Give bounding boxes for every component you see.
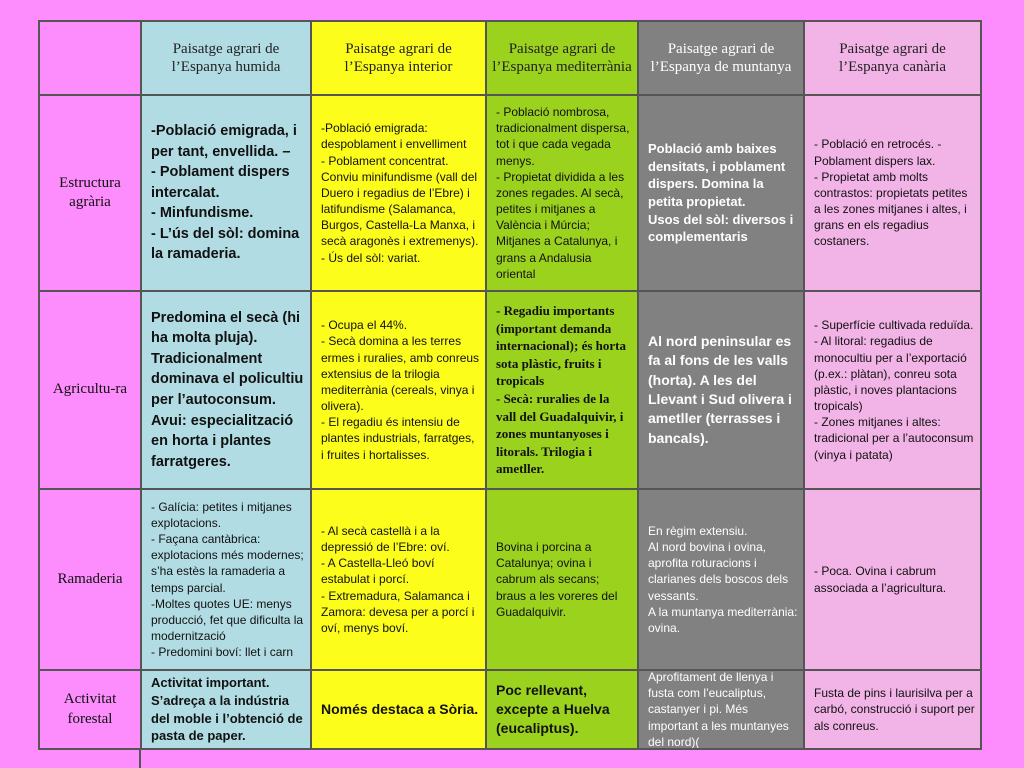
cell-ramaderia-canaria: - Poca. Ovina i cabrum associada a l’agricultura. (805, 490, 982, 671)
cell-forestal-muntanya: Aprofitament de llenya i fusta com l’eucaliptus, castanyer i pi. Més important a les muntanyes del nord)( (639, 671, 805, 750)
row-label-agricultura: Agricultu-ra (40, 292, 142, 490)
cell-ramaderia-mediterrania: Bovina i porcina a Catalunya; ovina i cabrum als secans; braus a les voreres del Guadalquivir. (487, 490, 639, 671)
cell-agricultura-canaria: - Superfície cultivada reduïda. - Al litoral: regadius de monocultiu per a l’exportació (p.ex.: plàtan), conreu sota plàstic, i noves plantacions tropicals) - Zones mitjanes i altes: tradicional per a l’autoconsum (vinya i patata) (805, 292, 982, 490)
cell-agricultura-muntanya: Al nord peninsular es fa al fons de les valls (horta). A les del Llevant i Sud olivera i ametller (terrasses i bancals). (639, 292, 805, 490)
row-label-estructura: Estructura agrària (40, 96, 142, 292)
cell-estructura-interior: -Població emigrada: despoblament i envelliment - Poblament concentrat. Conviu minifundisme (vall del Duero i regadius de l’Ebre) i latifundisme (Salamanca, Burgos, Castella-La Manxa, i secà aragonès i extremenys). - Ús del sòl: variat. (312, 96, 487, 292)
cell-ramaderia-muntanya: En règim extensiu. Al nord bovina i ovina, aprofita roturacions i clarianes dels boscos dels vessants. A la muntanya mediterrània: ovina. (639, 490, 805, 671)
cell-forestal-humida: Activitat important. S’adreça a la indústria del moble i l’obtenció de pasta de paper. (142, 671, 312, 750)
agrarian-landscapes-table (38, 20, 982, 750)
row-label-ramaderia: Ramaderia (40, 490, 142, 671)
divider-line (139, 748, 141, 768)
cell-estructura-humida: -Població emigrada, i per tant, envellida. – - Poblament dispers intercalat. - Minfundisme. - L’ús del sòl: domina la ramaderia. (142, 96, 312, 292)
cell-forestal-interior: Només destaca a Sòria. (312, 671, 487, 750)
header-canaria: Paisatge agrari de l’Espanya canària (805, 22, 982, 96)
header-interior: Paisatge agrari de l’Espanya interior (312, 22, 487, 96)
cell-forestal-canaria: Fusta de pins i laurisilva per a carbó, construcció i suport per als conreus. (805, 671, 982, 750)
cell-estructura-canaria: - Població en retrocés. - Poblament dispers lax. - Propietat amb molts contrastos: propietats petites a les zones mitjanes i altes, i grans en els regadius costaners. (805, 96, 982, 292)
header-mediterrania: Paisatge agrari de l’Espanya mediterrània (487, 22, 639, 96)
cell-agricultura-humida: Predomina el secà (hi ha molta pluja). Tradicionalment dominava el policultiu per l’autoconsum. Avui: especialització en horta i plantes farratgeres. (142, 292, 312, 490)
cell-estructura-mediterrania: - Població nombrosa, tradicionalment dispersa, tot i que cada vegada menys. - Propietat dividida a les zones regades. Al secà, petites i mitjanes a València i Múrcia; Mitjanes a Catalunya, i grans a Andalusia oriental (487, 96, 639, 292)
cell-forestal-mediterrania: Poc rellevant, excepte a Huelva (eucaliptus). (487, 671, 639, 750)
cell-agricultura-mediterrania: - Regadiu importants (important demanda internacional); és horta sota plàstic, fruits i tropicals - Secà: ruralies de la vall del Guadalquivir, i zones muntanyoses i litorals. Trilogia i ametller. (487, 292, 639, 490)
row-label-forestal: Activitat forestal (40, 671, 142, 750)
cell-ramaderia-humida: - Galícia: petites i mitjanes explotacions. - Façana cantàbrica: explotacions més modernes; s’ha estès la ramaderia a temps parcial. -Moltes quotes UE: menys producció, fet que dificulta la modernització - Predomini boví: llet i carn (142, 490, 312, 671)
header-humida: Paisatge agrari de l’Espanya humida (142, 22, 312, 96)
cell-ramaderia-interior: - Al secà castellà i a la depressió de l’Ebre: oví. - A Castella-Lleó boví estabulat i porcí. - Extremadura, Salamanca i Zamora: devesa per a porcí i oví, menys boví. (312, 490, 487, 671)
cell-estructura-muntanya: Població amb baixes densitats, i poblament dispers. Domina la petita propietat. Usos del sòl: diversos i complementaris (639, 96, 805, 292)
corner-cell (40, 22, 142, 96)
header-muntanya: Paisatge agrari de l’Espanya de muntanya (639, 22, 805, 96)
cell-agricultura-interior: - Ocupa el 44%. - Secà domina a les terres ermes i ruralies, amb conreus extensius de la trilogia mediterrània (cereals, vinya i olivera). - El regadiu és intensiu de plantes industrials, farratges, i fruites i hortalisses. (312, 292, 487, 490)
